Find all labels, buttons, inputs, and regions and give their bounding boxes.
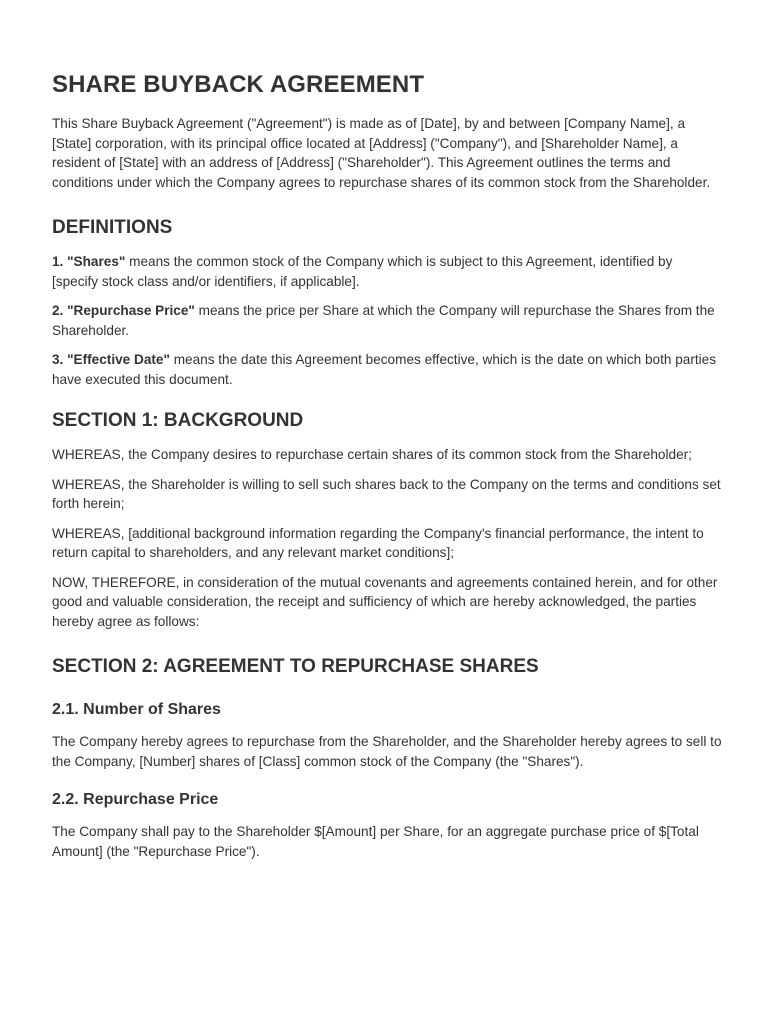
definition-text: means the common stock of the Company which is subject to this Agreement, identified by [specify stock class and/or identifiers, if applicable]. [52,254,673,289]
subsection-2-2-text: The Company shall pay to the Shareholder $[Amount] per Share, for an aggregate purchase price of $[Total Amount] (the "Repurchase Price"). [52,824,699,859]
document-page [52,70,722,871]
section-1-paragraph: WHEREAS, the Company desires to repurchase certain shares of its common stock from the Shareholder; [52,447,692,462]
definition-item [52,301,722,340]
definition-term: 2. "Repurchase Price" [52,303,195,318]
definition-item [52,350,722,389]
definition-text: means the price per Share at which the Company will repurchase the Shares from the Shareholder. [52,303,715,338]
definition-text: means the date this Agreement becomes effective, which is the date on which both parties have executed this document. [52,352,717,387]
subsection-2-1-heading: 2.1. Number of Shares [52,701,221,718]
section-1-paragraph: WHEREAS, [additional background information regarding the Company's financial performance, the intent to return capital to shareholders, and any relevant market conditions]; [52,525,704,560]
section-1-paragraph: WHEREAS, the Shareholder is willing to sell such shares back to the Company on the terms and conditions set forth herein; [52,476,721,511]
definitions-heading: DEFINITIONS [52,217,173,238]
section-1-heading: SECTION 1: BACKGROUND [52,410,304,431]
document-title: SHARE BUYBACK AGREEMENT [52,71,425,98]
definition-term: 1. "Shares" [52,254,126,269]
section-1-paragraph: NOW, THEREFORE, in consideration of the mutual covenants and agreements contained herein, and for other good and valuable consideration, the receipt and sufficiency of which are hereby acknowledged, the parties hereby agree as follows: [52,574,718,629]
subsection-2-1-text: The Company hereby agrees to repurchase from the Shareholder, and the Shareholder hereby agrees to sell to the Company, [Number] shares of [Class] common stock of the Company (the "Shares"). [52,734,722,769]
definition-term: 3. "Effective Date" [52,352,170,367]
definition-item [52,252,722,291]
section-2-heading: SECTION 2: AGREEMENT TO REPURCHASE SHARES [52,656,539,677]
intro-paragraph: This Share Buyback Agreement ("Agreement") is made as of [Date], by and between [Company Name], a [State] corporation, with its principal office located at [Address] ("Company"), and [Shareholder Name], a resident of [State] with an address of [Address] ("Shareholder"). This Agreement outlines the terms and conditions under which the Company agrees to repurchase shares of its common stock from the Shareholder. [52,116,711,190]
subsection-2-2-heading: 2.2. Repurchase Price [52,791,219,808]
